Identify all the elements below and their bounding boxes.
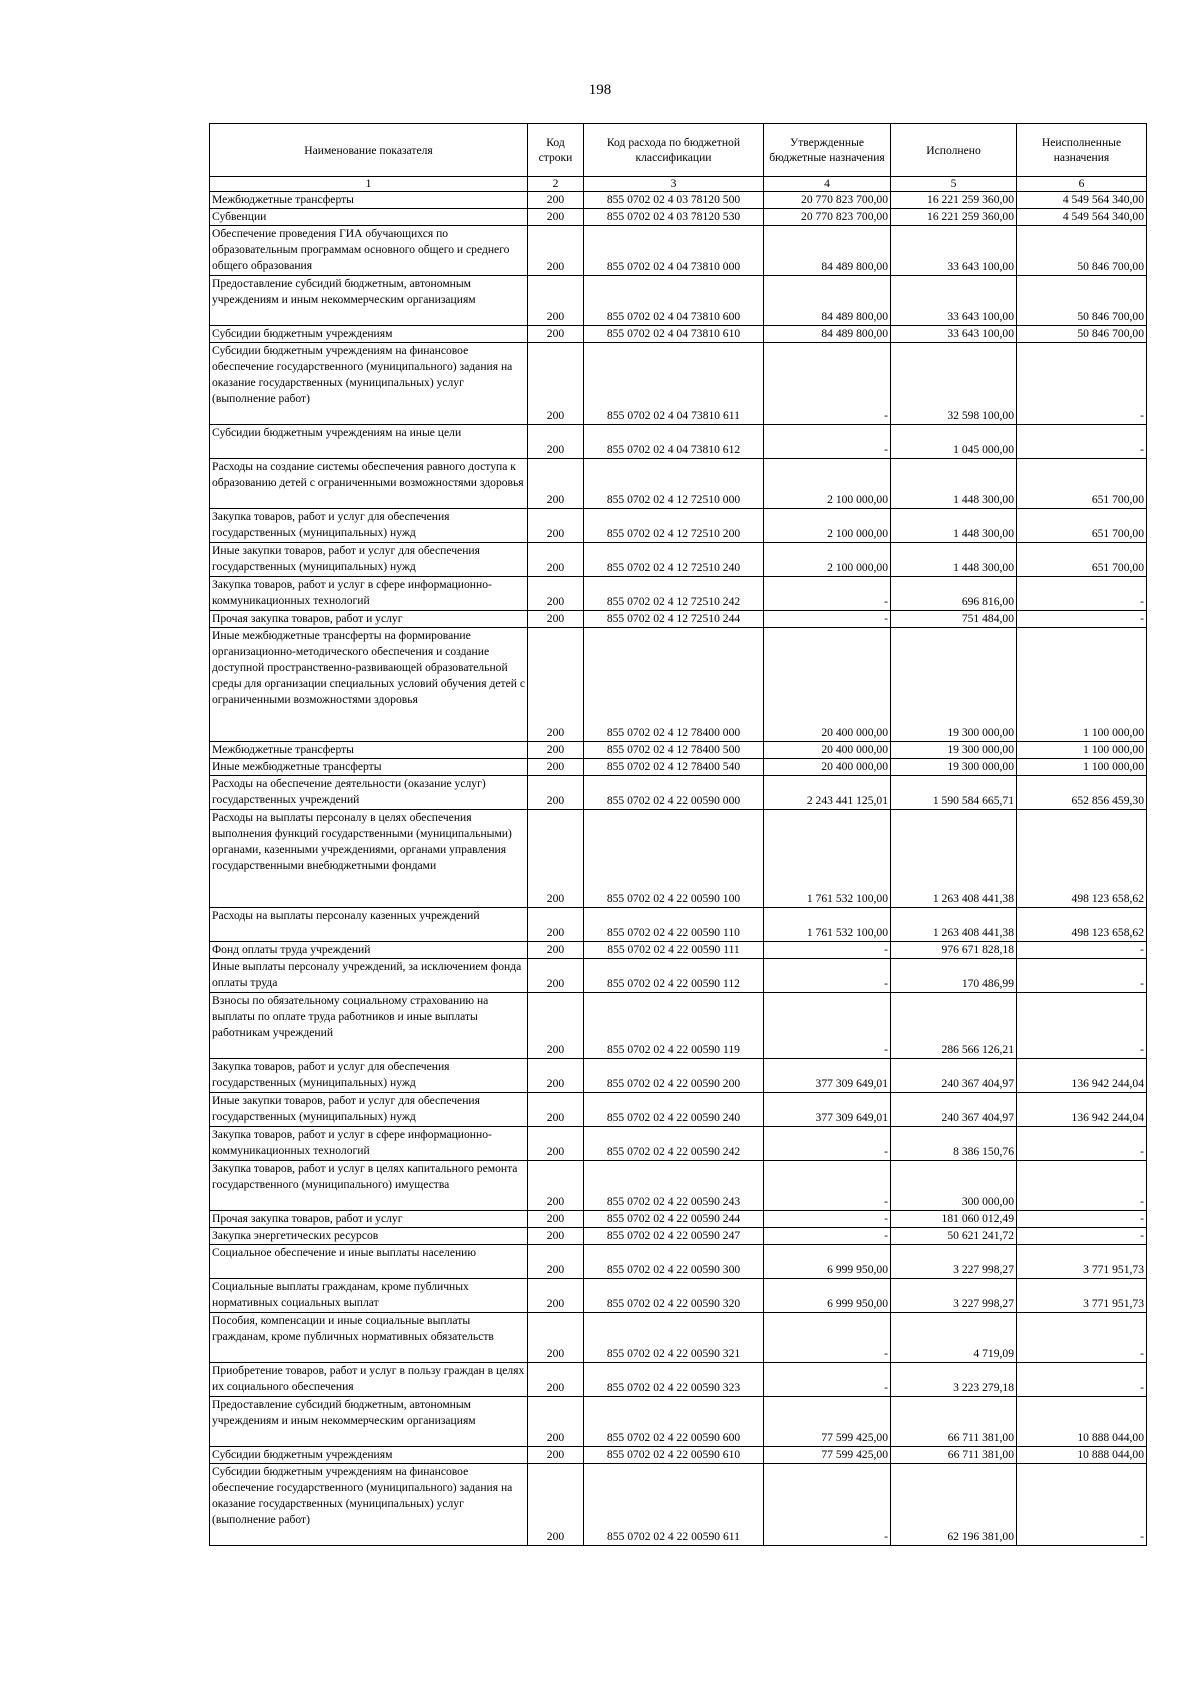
row-classification-code: 855 0702 02 4 04 73810 000 (584, 226, 764, 276)
table-row (210, 226, 1147, 276)
table-row (210, 959, 1147, 993)
table-row (210, 1313, 1147, 1363)
row-line-code: 200 (528, 1228, 584, 1245)
row-approved: 2 100 000,00 (764, 509, 891, 543)
row-executed: 33 643 100,00 (891, 326, 1017, 343)
table-row (210, 611, 1147, 628)
row-executed: 1 448 300,00 (891, 459, 1017, 509)
row-line-code: 200 (528, 776, 584, 810)
row-classification-code: 855 0702 02 4 22 00590 600 (584, 1397, 764, 1447)
row-classification-code: 855 0702 02 4 12 72510 000 (584, 459, 764, 509)
row-unexecuted: 4 549 564 340,00 (1017, 209, 1147, 226)
row-unexecuted: 4 549 564 340,00 (1017, 192, 1147, 209)
row-name: Закупка товаров, работ и услуг для обеспечения государственных (муниципальных) нужд (210, 509, 528, 543)
row-unexecuted: - (1017, 1313, 1147, 1363)
column-number: 4 (764, 177, 891, 192)
row-unexecuted: 50 846 700,00 (1017, 226, 1147, 276)
row-executed: 3 223 279,18 (891, 1363, 1017, 1397)
row-executed: 3 227 998,27 (891, 1279, 1017, 1313)
row-name: Расходы на выплаты персоналу казенных учреждений (210, 908, 528, 942)
row-classification-code: 855 0702 02 4 12 72510 244 (584, 611, 764, 628)
table-row (210, 810, 1147, 908)
row-line-code: 200 (528, 276, 584, 326)
row-name: Иные выплаты персоналу учреждений, за исключением фонда оплаты труда (210, 959, 528, 993)
table-row (210, 742, 1147, 759)
row-unexecuted: - (1017, 425, 1147, 459)
row-executed: 19 300 000,00 (891, 628, 1017, 742)
row-classification-code: 855 0702 02 4 22 00590 242 (584, 1127, 764, 1161)
row-name: Фонд оплаты труда учреждений (210, 942, 528, 959)
row-line-code: 200 (528, 759, 584, 776)
row-unexecuted: - (1017, 1127, 1147, 1161)
table-row (210, 1059, 1147, 1093)
row-unexecuted: 1 100 000,00 (1017, 759, 1147, 776)
row-executed: 3 227 998,27 (891, 1245, 1017, 1279)
row-approved: 2 100 000,00 (764, 459, 891, 509)
column-header: Утвержденные бюджетные назначения (764, 124, 891, 177)
row-approved: - (764, 1211, 891, 1228)
row-classification-code: 855 0702 02 4 22 00590 200 (584, 1059, 764, 1093)
page-number: 198 (588, 82, 612, 98)
row-approved: - (764, 942, 891, 959)
row-approved: 377 309 649,01 (764, 1093, 891, 1127)
row-name: Субвенции (210, 209, 528, 226)
row-approved: 84 489 800,00 (764, 326, 891, 343)
table-row (210, 1093, 1147, 1127)
row-executed: 32 598 100,00 (891, 343, 1017, 425)
row-approved: - (764, 1161, 891, 1211)
row-approved: 20 400 000,00 (764, 759, 891, 776)
row-executed: 4 719,09 (891, 1313, 1017, 1363)
row-name: Субсидии бюджетным учреждениям на финансовое обеспечение государственного (муниципального) задания на оказание государственных (муниципальных) услуг (выполнение работ) (210, 1464, 528, 1546)
row-line-code: 200 (528, 1447, 584, 1464)
row-executed: 16 221 259 360,00 (891, 192, 1017, 209)
column-number: 5 (891, 177, 1017, 192)
row-classification-code: 855 0702 02 4 22 00590 320 (584, 1279, 764, 1313)
row-line-code: 200 (528, 425, 584, 459)
row-approved: - (764, 1313, 891, 1363)
row-line-code: 200 (528, 942, 584, 959)
table-row (210, 459, 1147, 509)
table-row (210, 628, 1147, 742)
row-classification-code: 855 0702 02 4 22 00590 243 (584, 1161, 764, 1211)
row-unexecuted: 651 700,00 (1017, 543, 1147, 577)
row-line-code: 200 (528, 543, 584, 577)
table-row (210, 776, 1147, 810)
row-classification-code: 855 0702 02 4 22 00590 111 (584, 942, 764, 959)
row-approved: 6 999 950,00 (764, 1279, 891, 1313)
row-line-code: 200 (528, 1313, 584, 1363)
row-name: Иные межбюджетные трансферты (210, 759, 528, 776)
row-line-code: 200 (528, 1245, 584, 1279)
row-unexecuted: - (1017, 1464, 1147, 1546)
table-row (210, 276, 1147, 326)
table-row (210, 543, 1147, 577)
row-executed: 1 590 584 665,71 (891, 776, 1017, 810)
row-executed: 696 816,00 (891, 577, 1017, 611)
row-name: Субсидии бюджетным учреждениям на финансовое обеспечение государственного (муниципального) задания на оказание государственных (муниципальных) услуг (выполнение работ) (210, 343, 528, 425)
row-unexecuted: 651 700,00 (1017, 509, 1147, 543)
row-approved: 2 243 441 125,01 (764, 776, 891, 810)
row-name: Субсидии бюджетным учреждениям (210, 1447, 528, 1464)
table-row (210, 192, 1147, 209)
row-executed: 16 221 259 360,00 (891, 209, 1017, 226)
row-unexecuted: 498 123 658,62 (1017, 908, 1147, 942)
row-executed: 8 386 150,76 (891, 1127, 1017, 1161)
row-line-code: 200 (528, 628, 584, 742)
row-name: Закупка товаров, работ и услуг в целях капитального ремонта государственного (муниципального) имущества (210, 1161, 528, 1211)
row-name: Взносы по обязательному социальному страхованию на выплаты по оплате труда работников и иные выплаты работникам учреждений (210, 993, 528, 1059)
row-name: Межбюджетные трансферты (210, 742, 528, 759)
row-unexecuted: 136 942 244,04 (1017, 1093, 1147, 1127)
row-approved: - (764, 577, 891, 611)
row-classification-code: 855 0702 02 4 22 00590 119 (584, 993, 764, 1059)
row-name: Закупка энергетических ресурсов (210, 1228, 528, 1245)
row-classification-code: 855 0702 02 4 22 00590 110 (584, 908, 764, 942)
row-unexecuted: - (1017, 993, 1147, 1059)
table-row (210, 1245, 1147, 1279)
row-approved: 20 770 823 700,00 (764, 192, 891, 209)
row-approved: 77 599 425,00 (764, 1447, 891, 1464)
row-executed: 240 367 404,97 (891, 1093, 1017, 1127)
row-unexecuted: - (1017, 1211, 1147, 1228)
row-approved: 20 400 000,00 (764, 742, 891, 759)
row-classification-code: 855 0702 02 4 12 72510 200 (584, 509, 764, 543)
row-classification-code: 855 0702 02 4 22 00590 610 (584, 1447, 764, 1464)
row-classification-code: 855 0702 02 4 22 00590 247 (584, 1228, 764, 1245)
table-row (210, 425, 1147, 459)
row-classification-code: 855 0702 02 4 22 00590 112 (584, 959, 764, 993)
row-classification-code: 855 0702 02 4 22 00590 323 (584, 1363, 764, 1397)
row-unexecuted: 498 123 658,62 (1017, 810, 1147, 908)
row-line-code: 200 (528, 611, 584, 628)
row-executed: 751 484,00 (891, 611, 1017, 628)
table-row (210, 209, 1147, 226)
table-row (210, 1447, 1147, 1464)
table-row (210, 326, 1147, 343)
row-line-code: 200 (528, 908, 584, 942)
row-approved: - (764, 1127, 891, 1161)
row-line-code: 200 (528, 343, 584, 425)
row-line-code: 200 (528, 993, 584, 1059)
row-line-code: 200 (528, 459, 584, 509)
row-name: Социальное обеспечение и иные выплаты населению (210, 1245, 528, 1279)
row-unexecuted: 3 771 951,73 (1017, 1245, 1147, 1279)
table-row (210, 343, 1147, 425)
row-name: Прочая закупка товаров, работ и услуг (210, 611, 528, 628)
row-line-code: 200 (528, 209, 584, 226)
row-classification-code: 855 0702 02 4 04 73810 612 (584, 425, 764, 459)
row-approved: - (764, 425, 891, 459)
row-executed: 300 000,00 (891, 1161, 1017, 1211)
row-name: Иные закупки товаров, работ и услуг для обеспечения государственных (муниципальных) нужд (210, 1093, 528, 1127)
row-line-code: 200 (528, 1127, 584, 1161)
row-line-code: 200 (528, 1093, 584, 1127)
row-unexecuted: - (1017, 1228, 1147, 1245)
table-row (210, 577, 1147, 611)
table-row (210, 1211, 1147, 1228)
row-classification-code: 855 0702 02 4 22 00590 244 (584, 1211, 764, 1228)
column-header: Наименование показателя (210, 124, 528, 177)
row-classification-code: 855 0702 02 4 12 72510 242 (584, 577, 764, 611)
table-row (210, 1228, 1147, 1245)
row-approved: 1 761 532 100,00 (764, 810, 891, 908)
row-line-code: 200 (528, 326, 584, 343)
row-approved: 2 100 000,00 (764, 543, 891, 577)
column-number: 2 (528, 177, 584, 192)
row-classification-code: 855 0702 02 4 04 73810 611 (584, 343, 764, 425)
row-line-code: 200 (528, 577, 584, 611)
row-unexecuted: 136 942 244,04 (1017, 1059, 1147, 1093)
row-approved: 77 599 425,00 (764, 1397, 891, 1447)
row-executed: 33 643 100,00 (891, 226, 1017, 276)
row-classification-code: 855 0702 02 4 22 00590 240 (584, 1093, 764, 1127)
row-classification-code: 855 0702 02 4 04 73810 600 (584, 276, 764, 326)
table-row (210, 509, 1147, 543)
row-unexecuted: 10 888 044,00 (1017, 1447, 1147, 1464)
row-line-code: 200 (528, 1464, 584, 1546)
row-classification-code: 855 0702 02 4 22 00590 611 (584, 1464, 764, 1546)
row-unexecuted: - (1017, 1363, 1147, 1397)
row-approved: - (764, 993, 891, 1059)
row-executed: 170 486,99 (891, 959, 1017, 993)
row-approved: 377 309 649,01 (764, 1059, 891, 1093)
row-executed: 286 566 126,21 (891, 993, 1017, 1059)
column-number: 6 (1017, 177, 1147, 192)
column-header: Неисполненные назначения (1017, 124, 1147, 177)
row-executed: 1 045 000,00 (891, 425, 1017, 459)
table-row (210, 1279, 1147, 1313)
row-approved: 84 489 800,00 (764, 226, 891, 276)
row-name: Приобретение товаров, работ и услуг в пользу граждан в целях их социального обеспечения (210, 1363, 528, 1397)
row-unexecuted: - (1017, 343, 1147, 425)
row-approved: 84 489 800,00 (764, 276, 891, 326)
row-line-code: 200 (528, 1211, 584, 1228)
table-row (210, 942, 1147, 959)
row-line-code: 200 (528, 226, 584, 276)
table-row (210, 993, 1147, 1059)
row-executed: 66 711 381,00 (891, 1397, 1017, 1447)
row-name: Расходы на выплаты персоналу в целях обеспечения выполнения функций государственными (муниципальными) органами, казенными учреждениями, органами управления государственными внебюджетными фондами (210, 810, 528, 908)
row-classification-code: 855 0702 02 4 22 00590 100 (584, 810, 764, 908)
row-name: Субсидии бюджетным учреждениям на иные цели (210, 425, 528, 459)
row-line-code: 200 (528, 810, 584, 908)
row-approved: - (764, 343, 891, 425)
row-unexecuted: - (1017, 942, 1147, 959)
row-line-code: 200 (528, 1363, 584, 1397)
row-unexecuted: 1 100 000,00 (1017, 742, 1147, 759)
row-name: Пособия, компенсации и иные социальные выплаты гражданам, кроме публичных нормативных обязательств (210, 1313, 528, 1363)
row-executed: 19 300 000,00 (891, 742, 1017, 759)
row-executed: 1 448 300,00 (891, 543, 1017, 577)
row-unexecuted: 50 846 700,00 (1017, 276, 1147, 326)
row-executed: 240 367 404,97 (891, 1059, 1017, 1093)
row-name: Закупка товаров, работ и услуг в сфере информационно-коммуникационных технологий (210, 577, 528, 611)
row-unexecuted: 3 771 951,73 (1017, 1279, 1147, 1313)
row-name: Социальные выплаты гражданам, кроме публичных нормативных социальных выплат (210, 1279, 528, 1313)
row-approved: - (764, 1228, 891, 1245)
row-approved: 1 761 532 100,00 (764, 908, 891, 942)
row-unexecuted: 652 856 459,30 (1017, 776, 1147, 810)
row-name: Прочая закупка товаров, работ и услуг (210, 1211, 528, 1228)
row-name: Расходы на обеспечение деятельности (оказание услуг) государственных учреждений (210, 776, 528, 810)
row-classification-code: 855 0702 02 4 22 00590 000 (584, 776, 764, 810)
row-classification-code: 855 0702 02 4 22 00590 321 (584, 1313, 764, 1363)
row-name: Субсидии бюджетным учреждениям (210, 326, 528, 343)
row-name: Межбюджетные трансферты (210, 192, 528, 209)
row-name: Предоставление субсидий бюджетным, автономным учреждениям и иным некоммерческим организациям (210, 1397, 528, 1447)
row-approved: 20 770 823 700,00 (764, 209, 891, 226)
row-line-code: 200 (528, 1161, 584, 1211)
row-approved: - (764, 611, 891, 628)
row-executed: 62 196 381,00 (891, 1464, 1017, 1546)
row-classification-code: 855 0702 02 4 03 78120 500 (584, 192, 764, 209)
row-name: Иные межбюджетные трансферты на формирование организационно-методического обеспечения и создание доступной пространственно-развивающей образовательной среды для организации специальных условий обучения детей с ограниченными возможностями здоровья (210, 628, 528, 742)
row-classification-code: 855 0702 02 4 12 72510 240 (584, 543, 764, 577)
table-row (210, 1363, 1147, 1397)
row-executed: 19 300 000,00 (891, 759, 1017, 776)
row-classification-code: 855 0702 02 4 22 00590 300 (584, 1245, 764, 1279)
row-classification-code: 855 0702 02 4 12 78400 000 (584, 628, 764, 742)
column-number-row (210, 177, 1147, 192)
row-unexecuted: 10 888 044,00 (1017, 1397, 1147, 1447)
row-executed: 33 643 100,00 (891, 276, 1017, 326)
row-executed: 976 671 828,18 (891, 942, 1017, 959)
row-classification-code: 855 0702 02 4 04 73810 610 (584, 326, 764, 343)
row-unexecuted: - (1017, 577, 1147, 611)
row-executed: 181 060 012,49 (891, 1211, 1017, 1228)
row-approved: - (764, 1464, 891, 1546)
row-executed: 1 263 408 441,38 (891, 810, 1017, 908)
row-approved: 20 400 000,00 (764, 628, 891, 742)
row-approved: - (764, 1363, 891, 1397)
row-name: Закупка товаров, работ и услуг в сфере информационно-коммуникационных технологий (210, 1127, 528, 1161)
row-name: Расходы на создание системы обеспечения равного доступа к образованию детей с ограниченными возможностями здоровья (210, 459, 528, 509)
row-classification-code: 855 0702 02 4 03 78120 530 (584, 209, 764, 226)
column-header: Исполнено (891, 124, 1017, 177)
column-number: 1 (210, 177, 528, 192)
row-approved: - (764, 959, 891, 993)
row-classification-code: 855 0702 02 4 12 78400 500 (584, 742, 764, 759)
column-header: Код расхода по бюджетной классификации (584, 124, 764, 177)
row-name: Иные закупки товаров, работ и услуг для обеспечения государственных (муниципальных) нужд (210, 543, 528, 577)
row-line-code: 200 (528, 1059, 584, 1093)
row-executed: 66 711 381,00 (891, 1447, 1017, 1464)
row-name: Предоставление субсидий бюджетным, автономным учреждениям и иным некоммерческим организациям (210, 276, 528, 326)
table-row (210, 1397, 1147, 1447)
row-classification-code: 855 0702 02 4 12 78400 540 (584, 759, 764, 776)
table-row (210, 1127, 1147, 1161)
row-unexecuted: 1 100 000,00 (1017, 628, 1147, 742)
header-row (210, 124, 1147, 177)
row-executed: 1 448 300,00 (891, 509, 1017, 543)
row-unexecuted: - (1017, 611, 1147, 628)
row-unexecuted: - (1017, 959, 1147, 993)
table-row (210, 759, 1147, 776)
row-line-code: 200 (528, 959, 584, 993)
column-header: Код строки (528, 124, 584, 177)
column-number: 3 (584, 177, 764, 192)
table-row (210, 908, 1147, 942)
row-approved: 6 999 950,00 (764, 1245, 891, 1279)
row-executed: 1 263 408 441,38 (891, 908, 1017, 942)
row-line-code: 200 (528, 509, 584, 543)
row-executed: 50 621 241,72 (891, 1228, 1017, 1245)
table-row (210, 1161, 1147, 1211)
row-line-code: 200 (528, 742, 584, 759)
row-line-code: 200 (528, 192, 584, 209)
row-unexecuted: - (1017, 1161, 1147, 1211)
row-line-code: 200 (528, 1279, 584, 1313)
table-row (210, 1464, 1147, 1546)
row-name: Обеспечение проведения ГИА обучающихся по образовательным программам основного общего и среднего общего образования (210, 226, 528, 276)
row-unexecuted: 651 700,00 (1017, 459, 1147, 509)
budget-execution-table (209, 123, 1147, 1546)
row-unexecuted: 50 846 700,00 (1017, 326, 1147, 343)
row-line-code: 200 (528, 1397, 584, 1447)
row-name: Закупка товаров, работ и услуг для обеспечения государственных (муниципальных) нужд (210, 1059, 528, 1093)
